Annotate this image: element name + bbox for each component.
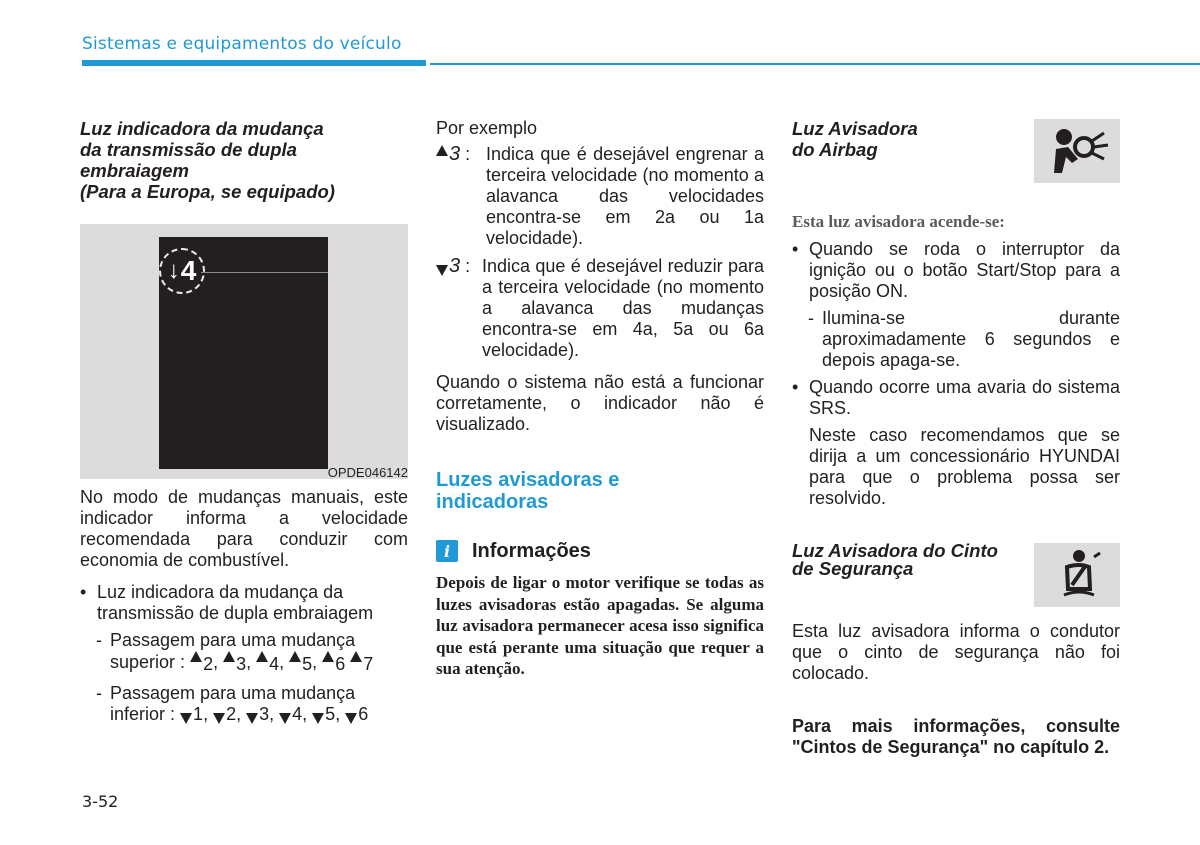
col3-body bbox=[792, 211, 1120, 509]
screen-divider bbox=[201, 272, 328, 273]
running-header: Sistemas e equipamentos do veículo bbox=[82, 34, 402, 54]
gear-down-indicator: ↓ 4 bbox=[159, 248, 205, 294]
col1-body bbox=[80, 487, 408, 725]
header-rule bbox=[430, 63, 1200, 65]
airbag-heading: Luz Avisadora do Airbag bbox=[792, 118, 918, 160]
col2-body bbox=[436, 118, 764, 680]
example-downshift: 3 : Indica que é desejável reduzir para a terceira velocidade (no momento a alavanca das mudanças encontra-se em 4a, 5a ou 6a velocidade). bbox=[436, 256, 764, 361]
figure-code: OPDE046142 bbox=[327, 465, 408, 480]
dct-indicator-heading: Luz indicadora da mudança da transmissão de dupla embraiagem (Para a Europa, se equipado) bbox=[80, 118, 335, 202]
section-heading: Luzes avisadoras e indicadoras bbox=[436, 469, 620, 513]
example-label: Por exemplo bbox=[436, 118, 538, 138]
page-number: 3-52 bbox=[82, 792, 119, 811]
shift-down-icon bbox=[436, 265, 448, 276]
shift-down-icon bbox=[312, 713, 324, 724]
list-item: • Luz indicadora da mudança da transmissão de dupla embraiagem bbox=[80, 582, 408, 624]
seatbelt-body bbox=[792, 621, 1120, 758]
shift-down-icon bbox=[180, 713, 192, 724]
shift-down-icon bbox=[279, 713, 291, 724]
shift-up-icon bbox=[322, 651, 334, 662]
shift-down-icon bbox=[246, 713, 258, 724]
shift-down-icon bbox=[213, 713, 225, 724]
more-info-paragraph: Para mais informações, consulte "Cintos de Segurança" no capítulo 2. bbox=[792, 716, 1120, 757]
cluster-screen bbox=[159, 237, 328, 469]
seat-belt-warning-icon bbox=[1034, 543, 1120, 607]
lights-on-label: Esta luz avisadora acende-se: bbox=[792, 212, 1005, 231]
shift-up-icon bbox=[350, 651, 362, 662]
airbag-warning-icon bbox=[1034, 119, 1120, 183]
shift-up-icon bbox=[223, 651, 235, 662]
seatbelt-heading: Luz Avisadora do Cinto de Segurança bbox=[792, 540, 998, 579]
cluster-display-figure bbox=[80, 224, 408, 479]
malfunction-paragraph: Quando o sistema não está a funcionar corretamente, o indicador não é visualizado. bbox=[436, 372, 764, 434]
shift-up-icon bbox=[190, 651, 202, 662]
list-item: • Quando se roda o interruptor da ignição ou o botão Start/Stop para a posição ON. bbox=[792, 239, 1120, 302]
seatbelt-paragraph: Esta luz avisadora informa o condutor que o cinto de segurança não foi colocado. bbox=[792, 621, 1120, 683]
shift-up-icon bbox=[289, 651, 301, 662]
info-icon: i bbox=[436, 540, 458, 562]
info-text: Depois de ligar o motor verifique se todas as luzes avisadoras estão apagadas. Se alguma luz avisadora permanecer acesa isso significa que está perante uma situação que requer a sua atenção. bbox=[436, 573, 764, 678]
manual-mode-paragraph: No modo de mudanças manuais, este indicador informa a velocidade recomendada para conduzir com economia de combustível. bbox=[80, 487, 408, 570]
example-upshift: 3 : Indica que é desejável engrenar a terceira velocidade (no momento a alavanca das velocidades encontra-se em 2a ou 1a velocidade). bbox=[436, 144, 764, 249]
shift-up-icon bbox=[256, 651, 268, 662]
shift-down-icon bbox=[345, 713, 357, 724]
list-item: • Quando ocorre uma avaria do sistema SRS. bbox=[792, 377, 1120, 419]
info-heading: i Informações bbox=[436, 540, 764, 562]
arrow-down-icon: ↓ bbox=[167, 257, 180, 284]
list-item: - Ilumina-se durante aproximadamente 6 segundos e depois apaga-se. bbox=[808, 307, 1120, 370]
srs-note: Neste caso recomendamos que se dirija a um concessionário HYUNDAI para que o problema possa ser resolvido. bbox=[809, 424, 1120, 508]
upshift-item: - Passagem para uma mudança superior : 2, 3, 4, 5, 6 7 bbox=[96, 630, 374, 674]
shift-up-icon bbox=[436, 145, 448, 156]
header-accent-bar bbox=[82, 60, 426, 66]
downshift-item: - Passagem para uma mudança inferior : 1, 2, 3, 4, 5, 6 bbox=[96, 683, 369, 724]
